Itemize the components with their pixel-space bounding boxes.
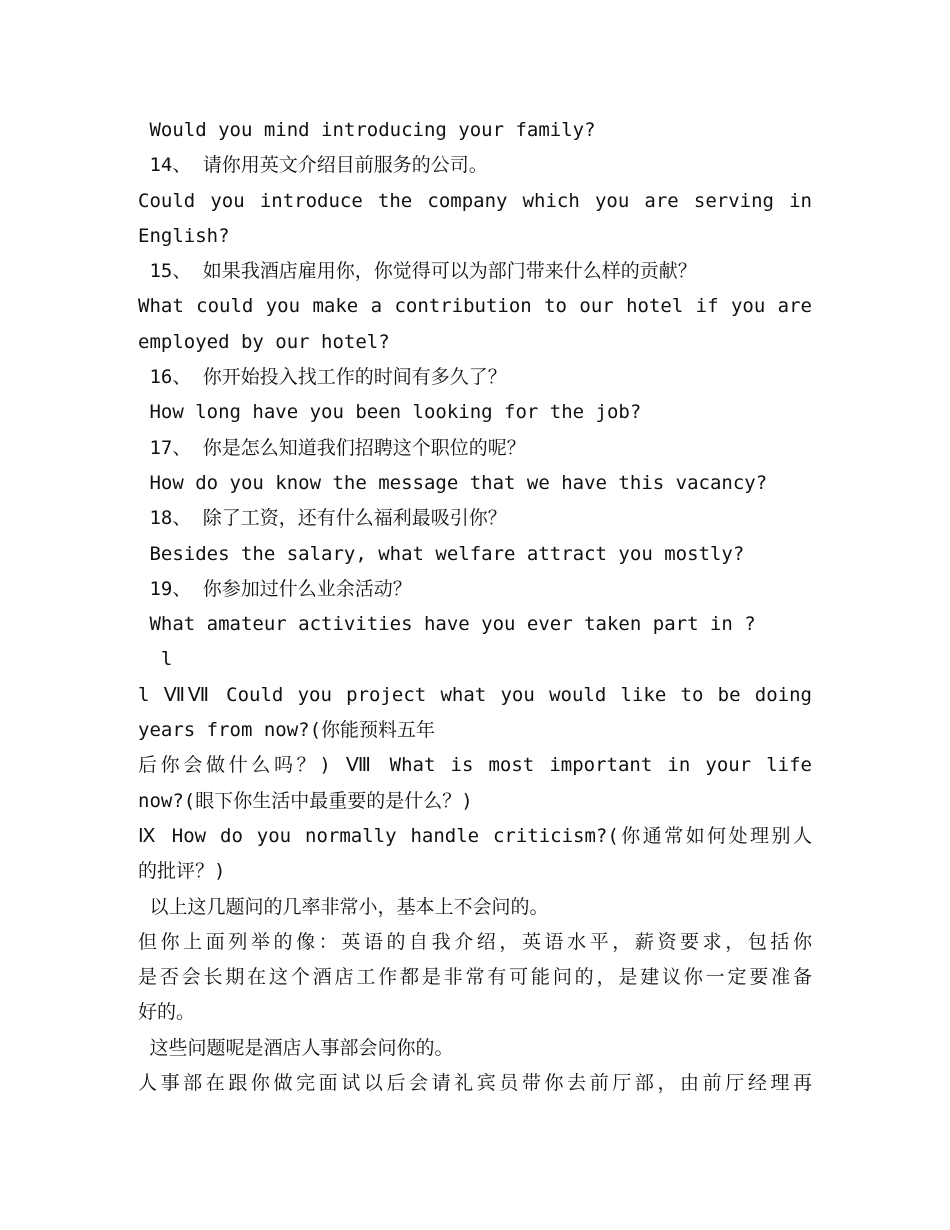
document-page (138, 113, 812, 1101)
text-line: 15、 如果我酒店雇用你，你觉得可以为部门带来什么样的贡献？ (138, 260, 697, 283)
text-line: 好的。 (138, 1001, 196, 1024)
text-line: 18、 除了工资，还有什么福利最吸引你？ (138, 507, 507, 530)
text-line: l ⅦⅦ Could you project what you would like to be doing (138, 683, 812, 706)
text-line: years from now?(你能预料五年 (138, 719, 436, 742)
text-line: 以上这几题问的几率非常小，基本上不会问的。 (138, 895, 549, 918)
text-line: What could you make a contribution to our hotel if you are (138, 295, 812, 318)
text-line: employed by our hotel? (138, 330, 390, 353)
text-line: 人事部在跟你做完面试以后会请礼宾员带你去前厅部，由前厅经理再 (138, 1072, 812, 1095)
text-line: 这些问题呢是酒店人事部会问你的。 (138, 1036, 454, 1059)
text-line: 是否会长期在这个酒店工作都是非常有可能问的，是建议你一定要准备 (138, 966, 812, 989)
text-line: Could you introduce the company which you are serving in (138, 189, 812, 212)
text-line: Besides the salary, what welfare attract you mostly? (138, 542, 745, 565)
text-line: now?(眼下你生活中最重要的是什么？) (138, 789, 473, 812)
text-line: How do you know the message that we have this vacancy? (138, 471, 768, 494)
text-line: 的批评？) (138, 860, 226, 883)
text-line: How long have you been looking for the job? (138, 401, 642, 424)
text-line: English? (138, 224, 230, 247)
text-line: l (138, 648, 173, 671)
text-line: 但你上面列举的像：英语的自我介绍，英语水平，薪资要求，包括你 (138, 930, 812, 953)
text-line: Ⅸ How do you normally handle criticism?(你通常如何处理别人 (138, 824, 812, 847)
text-line: 19、 你参加过什么业余活动？ (138, 577, 412, 600)
text-line: 16、 你开始投入找工作的时间有多久了？ (138, 366, 507, 389)
text-line: 后你会做什么吗？) Ⅷ What is most important in your life (138, 754, 812, 777)
text-line: 17、 你是怎么知道我们招聘这个职位的呢？ (138, 436, 526, 459)
text-line: Would you mind introducing your family? (138, 119, 596, 141)
text-line: 14、 请你用英文介绍目前服务的公司。 (138, 154, 488, 177)
text-line: What amateur activities have you ever taken part in ? (138, 613, 756, 636)
